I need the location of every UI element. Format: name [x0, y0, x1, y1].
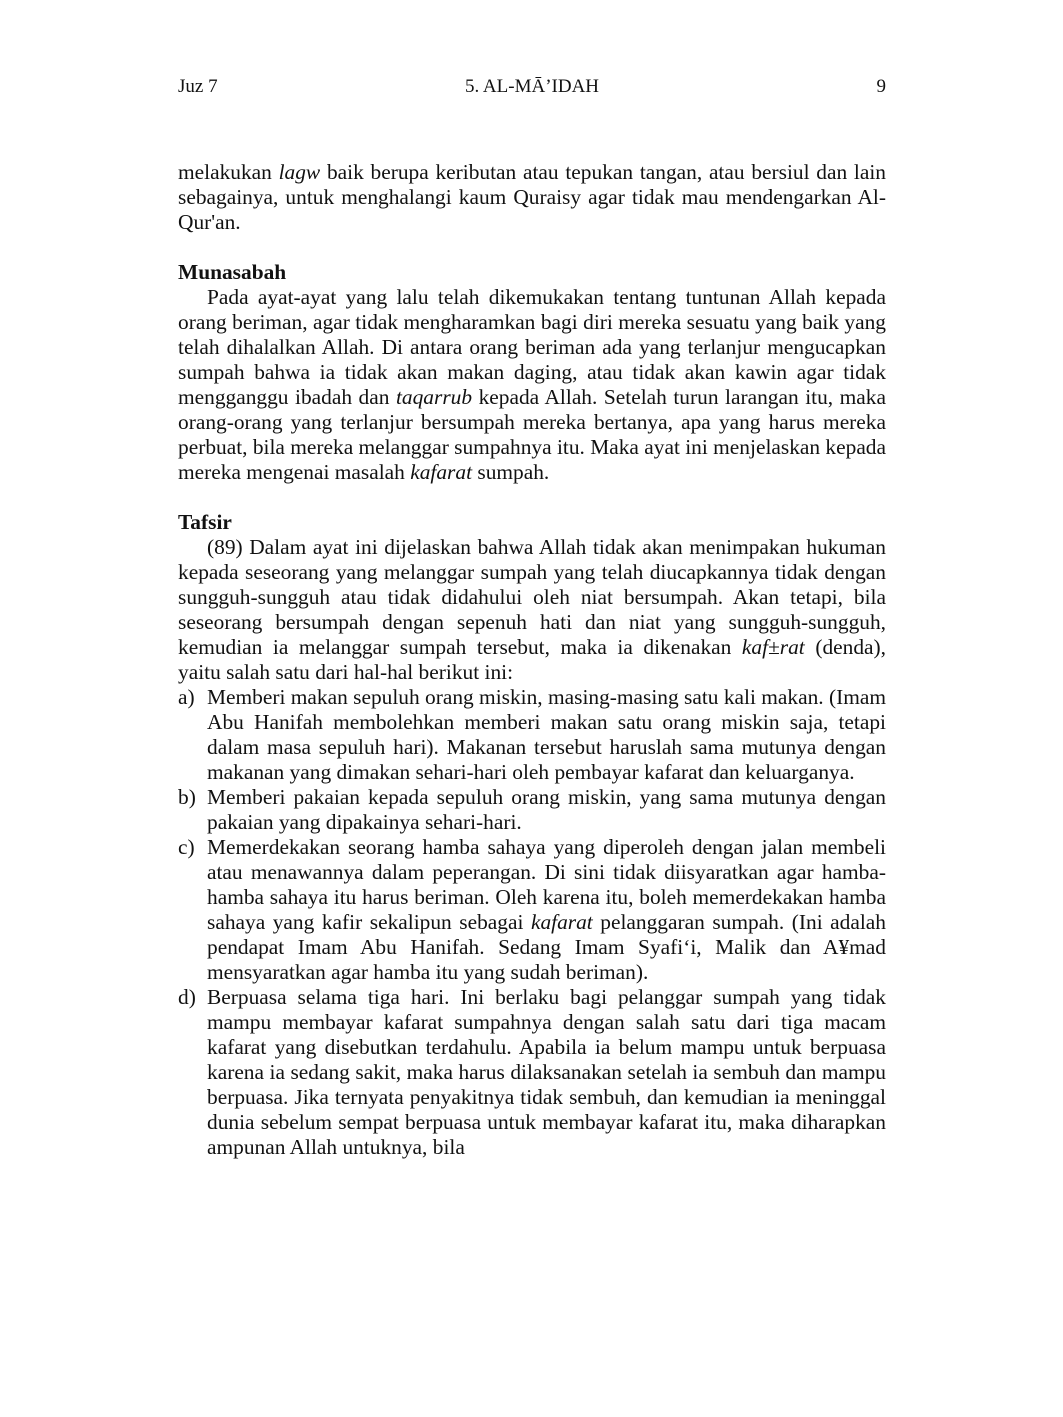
munasabah-heading: Munasabah	[178, 260, 287, 284]
juz-label: Juz 7	[178, 76, 218, 97]
tafsir-paragraph: (89) Dalam ayat ini dijelaskan bahwa Allah tidak akan menimpakan hukuman kepada seseorang yang melanggar sumpah yang telah diucapkannya tidak dengan sungguh-sungguh atau tidak didahului oleh niat bersumpah. Akan tetapi, bila seseorang bersumpah dengan sepenuh hati dan niat yang sungguh-sungguh, kemudian ia melanggar sumpah tersebut, maka ia dikenakan kaf±rat (denda), yaitu salah satu dari hal-hal berikut ini:	[178, 535, 886, 684]
surah-title: 5. AL-MĀ’IDAH	[464, 76, 600, 97]
page-number: 9	[876, 76, 886, 97]
term-taqarrub: taqarrub	[395, 385, 473, 409]
body-text	[178, 160, 886, 1160]
tafsir-heading: Tafsir	[178, 510, 232, 534]
list-marker: c)	[178, 835, 195, 859]
list-item: a) Memberi makan sepuluh orang miskin, masing-masing satu kali makan. (Imam Abu Hanifah membolehkan memberi makan satu orang miskin saja, tetapi dalam masa sepuluh hari). Makanan tersebut haruslah sama mutunya dengan makanan yang dimakan sehari-hari oleh pembayar kafarat dan keluarganya.	[178, 685, 887, 784]
term-lagw: lagw	[278, 160, 321, 184]
list-item: d) Berpuasa selama tiga hari. Ini berlaku bagi pelanggar sumpah yang tidak mampu membayar kafarat sumpahnya dengan salah satu dari tiga macam kafarat yang disebutkan terdahulu. Apabila ia belum mampu untuk berpuasa karena ia sedang sakit, maka harus dilaksanakan setelah ia sembuh dan mampu berpuasa. Jika ternyata penyakitnya tidak sembuh, dan kemudian ia meninggal dunia sebelum sempat berpuasa untuk membayar kafarat itu, maka diharapkan ampunan Allah untuknya, bila	[178, 985, 886, 1159]
running-header	[178, 76, 886, 102]
munasabah-paragraph: Pada ayat-ayat yang lalu telah dikemukakan tentang tuntunan Allah kepada orang beriman, agar tidak mengharamkan bagi diri mereka sesuatu yang baik yang telah dihalalkan Allah. Di antara orang beriman ada yang terlanjur mengucapkan sumpah bahwa ia tidak akan makan daging, atau tidak akan kawin agar tidak mengganggu ibadah dan taqarrub kepada Allah. Setelah turun larangan itu, maka orang-orang yang terlanjur bersumpah mereka bertanya, apa yang harus mereka perbuat, bila mereka melanggar sumpahnya itu. Maka ayat ini menjelaskan kepada mereka mengenai masalah kafarat sumpah.	[178, 285, 887, 484]
list-marker: d)	[178, 985, 196, 1009]
kafarat-options-list	[178, 685, 886, 1160]
list-marker: b)	[178, 785, 196, 809]
term-kafarat: kafarat	[530, 910, 593, 934]
intro-paragraph: melakukan lagw baik berupa keributan atau tepukan tangan, atau bersiul dan lain sebagainya, untuk menghalangi kaum Quraisy agar tidak mau mendengarkan Al-Qur'an.	[178, 160, 886, 234]
list-item: b) Memberi pakaian kepada sepuluh orang miskin, yang sama mutunya dengan pakaian yang dipakainya sehari-hari.	[178, 785, 886, 834]
list-item: c) Memerdekakan seorang hamba sahaya yang diperoleh dengan jalan membeli atau menawannya dalam peperangan. Di sini tidak diisyaratkan agar hamba-hamba sahaya itu harus beriman. Oleh karena itu, boleh memerdekakan hamba sahaya yang kafir sekalipun sebagai kafarat pelanggaran sumpah. (Ini adalah pendapat Imam Abu Hanifah. Sedang Imam Syafi‘i, Malik dan A¥mad mensyaratkan agar hamba itu yang sudah beriman).	[178, 835, 886, 984]
list-marker: a)	[178, 685, 195, 709]
term-kafarat: kaf±rat	[741, 635, 805, 659]
term-kafarat: kafarat	[410, 460, 473, 484]
